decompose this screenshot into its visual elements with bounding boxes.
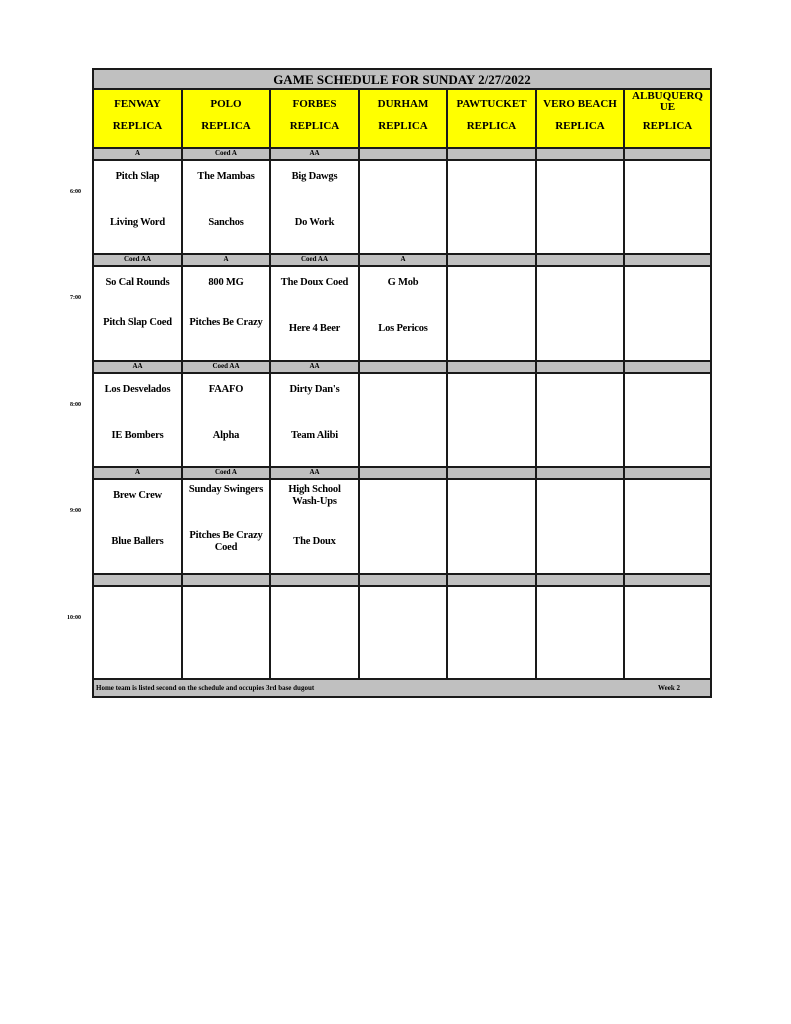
division-label bbox=[360, 573, 448, 587]
division-label bbox=[537, 147, 625, 161]
division-label: AA bbox=[271, 147, 360, 161]
division-label: A bbox=[183, 253, 271, 267]
home-team: Here 4 Beer bbox=[288, 323, 341, 334]
time-label: 6:00 bbox=[70, 189, 81, 195]
division-label: A bbox=[360, 253, 448, 267]
home-team: Sanchos bbox=[208, 217, 244, 228]
game-cell bbox=[183, 267, 271, 360]
away-team: High School Wash-Ups bbox=[288, 484, 341, 507]
division-label bbox=[537, 360, 625, 374]
division-label bbox=[271, 573, 360, 587]
division-label bbox=[625, 253, 710, 267]
time-label: 8:00 bbox=[70, 402, 81, 408]
field-type: REPLICA bbox=[378, 120, 428, 132]
game-cell bbox=[537, 480, 625, 573]
field-header bbox=[448, 90, 537, 147]
footer-note: Home team is listed second on the schedule and occupies 3rd base dugout bbox=[96, 684, 315, 692]
field-header-row bbox=[94, 90, 710, 149]
division-label: Coed AA bbox=[271, 253, 360, 267]
game-cell bbox=[271, 480, 360, 573]
division-label bbox=[360, 360, 448, 374]
game-cell bbox=[625, 161, 710, 253]
game-cell bbox=[271, 267, 360, 360]
game-cell bbox=[271, 374, 360, 466]
time-label: 7:00 bbox=[70, 295, 81, 301]
game-cell bbox=[94, 587, 183, 680]
field-header bbox=[183, 90, 271, 147]
division-label: Coed AA bbox=[183, 360, 271, 374]
game-cell bbox=[537, 587, 625, 680]
game-cell bbox=[94, 161, 183, 253]
game-cell bbox=[625, 374, 710, 466]
division-label bbox=[625, 360, 710, 374]
schedule-sheet bbox=[92, 68, 712, 698]
field-name: PAWTUCKET bbox=[456, 98, 527, 110]
home-team: Living Word bbox=[109, 217, 166, 228]
game-cell bbox=[183, 587, 271, 680]
game-cell bbox=[271, 161, 360, 253]
home-team: Los Pericos bbox=[378, 323, 428, 334]
game-cell bbox=[183, 374, 271, 466]
home-team: Team Alibi bbox=[291, 430, 338, 441]
game-cell bbox=[94, 480, 183, 573]
division-label bbox=[448, 466, 537, 480]
field-header bbox=[271, 90, 360, 147]
division-label bbox=[625, 147, 710, 161]
away-team: Dirty Dan's bbox=[289, 384, 340, 395]
away-team: The Doux Coed bbox=[280, 277, 349, 288]
home-team: Pitches Be Crazy bbox=[189, 317, 263, 328]
game-cell bbox=[183, 480, 271, 573]
home-team: Pitch Slap Coed bbox=[103, 317, 172, 328]
division-label bbox=[625, 573, 710, 587]
away-team: Big Dawgs bbox=[291, 171, 338, 182]
time-label: 9:00 bbox=[70, 508, 81, 514]
away-team: 800 MG bbox=[208, 277, 244, 288]
game-cell bbox=[360, 267, 448, 360]
field-header bbox=[537, 90, 625, 147]
home-team: Alpha bbox=[212, 430, 240, 441]
home-team: IE Bombers bbox=[111, 430, 164, 441]
away-team: Brew Crew bbox=[113, 490, 162, 501]
footer-bar bbox=[94, 678, 710, 696]
division-label: AA bbox=[271, 466, 360, 480]
field-name: FENWAY bbox=[114, 98, 161, 110]
division-label bbox=[183, 573, 271, 587]
field-type: REPLICA bbox=[112, 120, 163, 132]
time-label: 10:00 bbox=[67, 615, 81, 621]
field-type: REPLICA bbox=[289, 120, 340, 132]
away-team: So Cal Rounds bbox=[105, 277, 170, 288]
division-label bbox=[94, 573, 183, 587]
field-name: VERO BEACH bbox=[543, 98, 617, 110]
game-cell bbox=[94, 374, 183, 466]
field-name: FORBES bbox=[292, 98, 337, 110]
division-label: Coed AA bbox=[94, 253, 183, 267]
division-label bbox=[625, 466, 710, 480]
game-cell bbox=[448, 587, 537, 680]
home-team: Pitches Be Crazy Coed bbox=[189, 530, 263, 553]
field-header bbox=[625, 90, 710, 147]
game-cell bbox=[537, 374, 625, 466]
game-cell bbox=[625, 587, 710, 680]
home-team: Blue Ballers bbox=[111, 536, 164, 547]
division-label: Coed A bbox=[183, 147, 271, 161]
away-team: Los Desvelados bbox=[104, 384, 171, 395]
game-cell bbox=[360, 587, 448, 680]
away-team: Pitch Slap bbox=[115, 171, 160, 182]
division-label: AA bbox=[94, 360, 183, 374]
game-cell bbox=[625, 480, 710, 573]
game-cell bbox=[183, 161, 271, 253]
division-label: A bbox=[94, 466, 183, 480]
home-team: Do Work bbox=[294, 217, 335, 228]
division-label bbox=[448, 253, 537, 267]
division-label: Coed A bbox=[183, 466, 271, 480]
game-cell bbox=[448, 480, 537, 573]
game-cell bbox=[625, 267, 710, 360]
division-label bbox=[360, 466, 448, 480]
game-cell bbox=[448, 374, 537, 466]
away-team: Sunday Swingers bbox=[188, 484, 264, 495]
division-label bbox=[448, 573, 537, 587]
division-label: AA bbox=[271, 360, 360, 374]
division-label bbox=[448, 360, 537, 374]
away-team: G Mob bbox=[387, 277, 419, 288]
game-cell bbox=[360, 374, 448, 466]
game-cell bbox=[448, 161, 537, 253]
division-label bbox=[537, 253, 625, 267]
game-cell bbox=[537, 161, 625, 253]
division-label bbox=[537, 466, 625, 480]
field-name: ALBUQUERQUE bbox=[632, 90, 703, 113]
field-name: DURHAM bbox=[377, 98, 429, 110]
game-cell bbox=[448, 267, 537, 360]
division-label bbox=[537, 573, 625, 587]
game-cell bbox=[271, 587, 360, 680]
field-header bbox=[360, 90, 448, 147]
home-team: The Doux bbox=[293, 536, 336, 547]
game-cell bbox=[94, 267, 183, 360]
field-type: REPLICA bbox=[642, 120, 693, 132]
field-type: REPLICA bbox=[466, 120, 517, 132]
field-name: POLO bbox=[210, 98, 242, 110]
field-header bbox=[94, 90, 183, 147]
game-cell bbox=[537, 267, 625, 360]
field-type: REPLICA bbox=[201, 120, 251, 132]
field-type: REPLICA bbox=[555, 120, 605, 132]
week-label: Week 2 bbox=[658, 684, 680, 692]
away-team: The Mambas bbox=[197, 171, 255, 182]
game-cell bbox=[360, 480, 448, 573]
division-label bbox=[448, 147, 537, 161]
game-cell bbox=[360, 161, 448, 253]
division-label: A bbox=[94, 147, 183, 161]
away-team: FAAFO bbox=[208, 384, 244, 395]
schedule-title: GAME SCHEDULE FOR SUNDAY 2/27/2022 bbox=[94, 70, 710, 90]
division-label bbox=[360, 147, 448, 161]
